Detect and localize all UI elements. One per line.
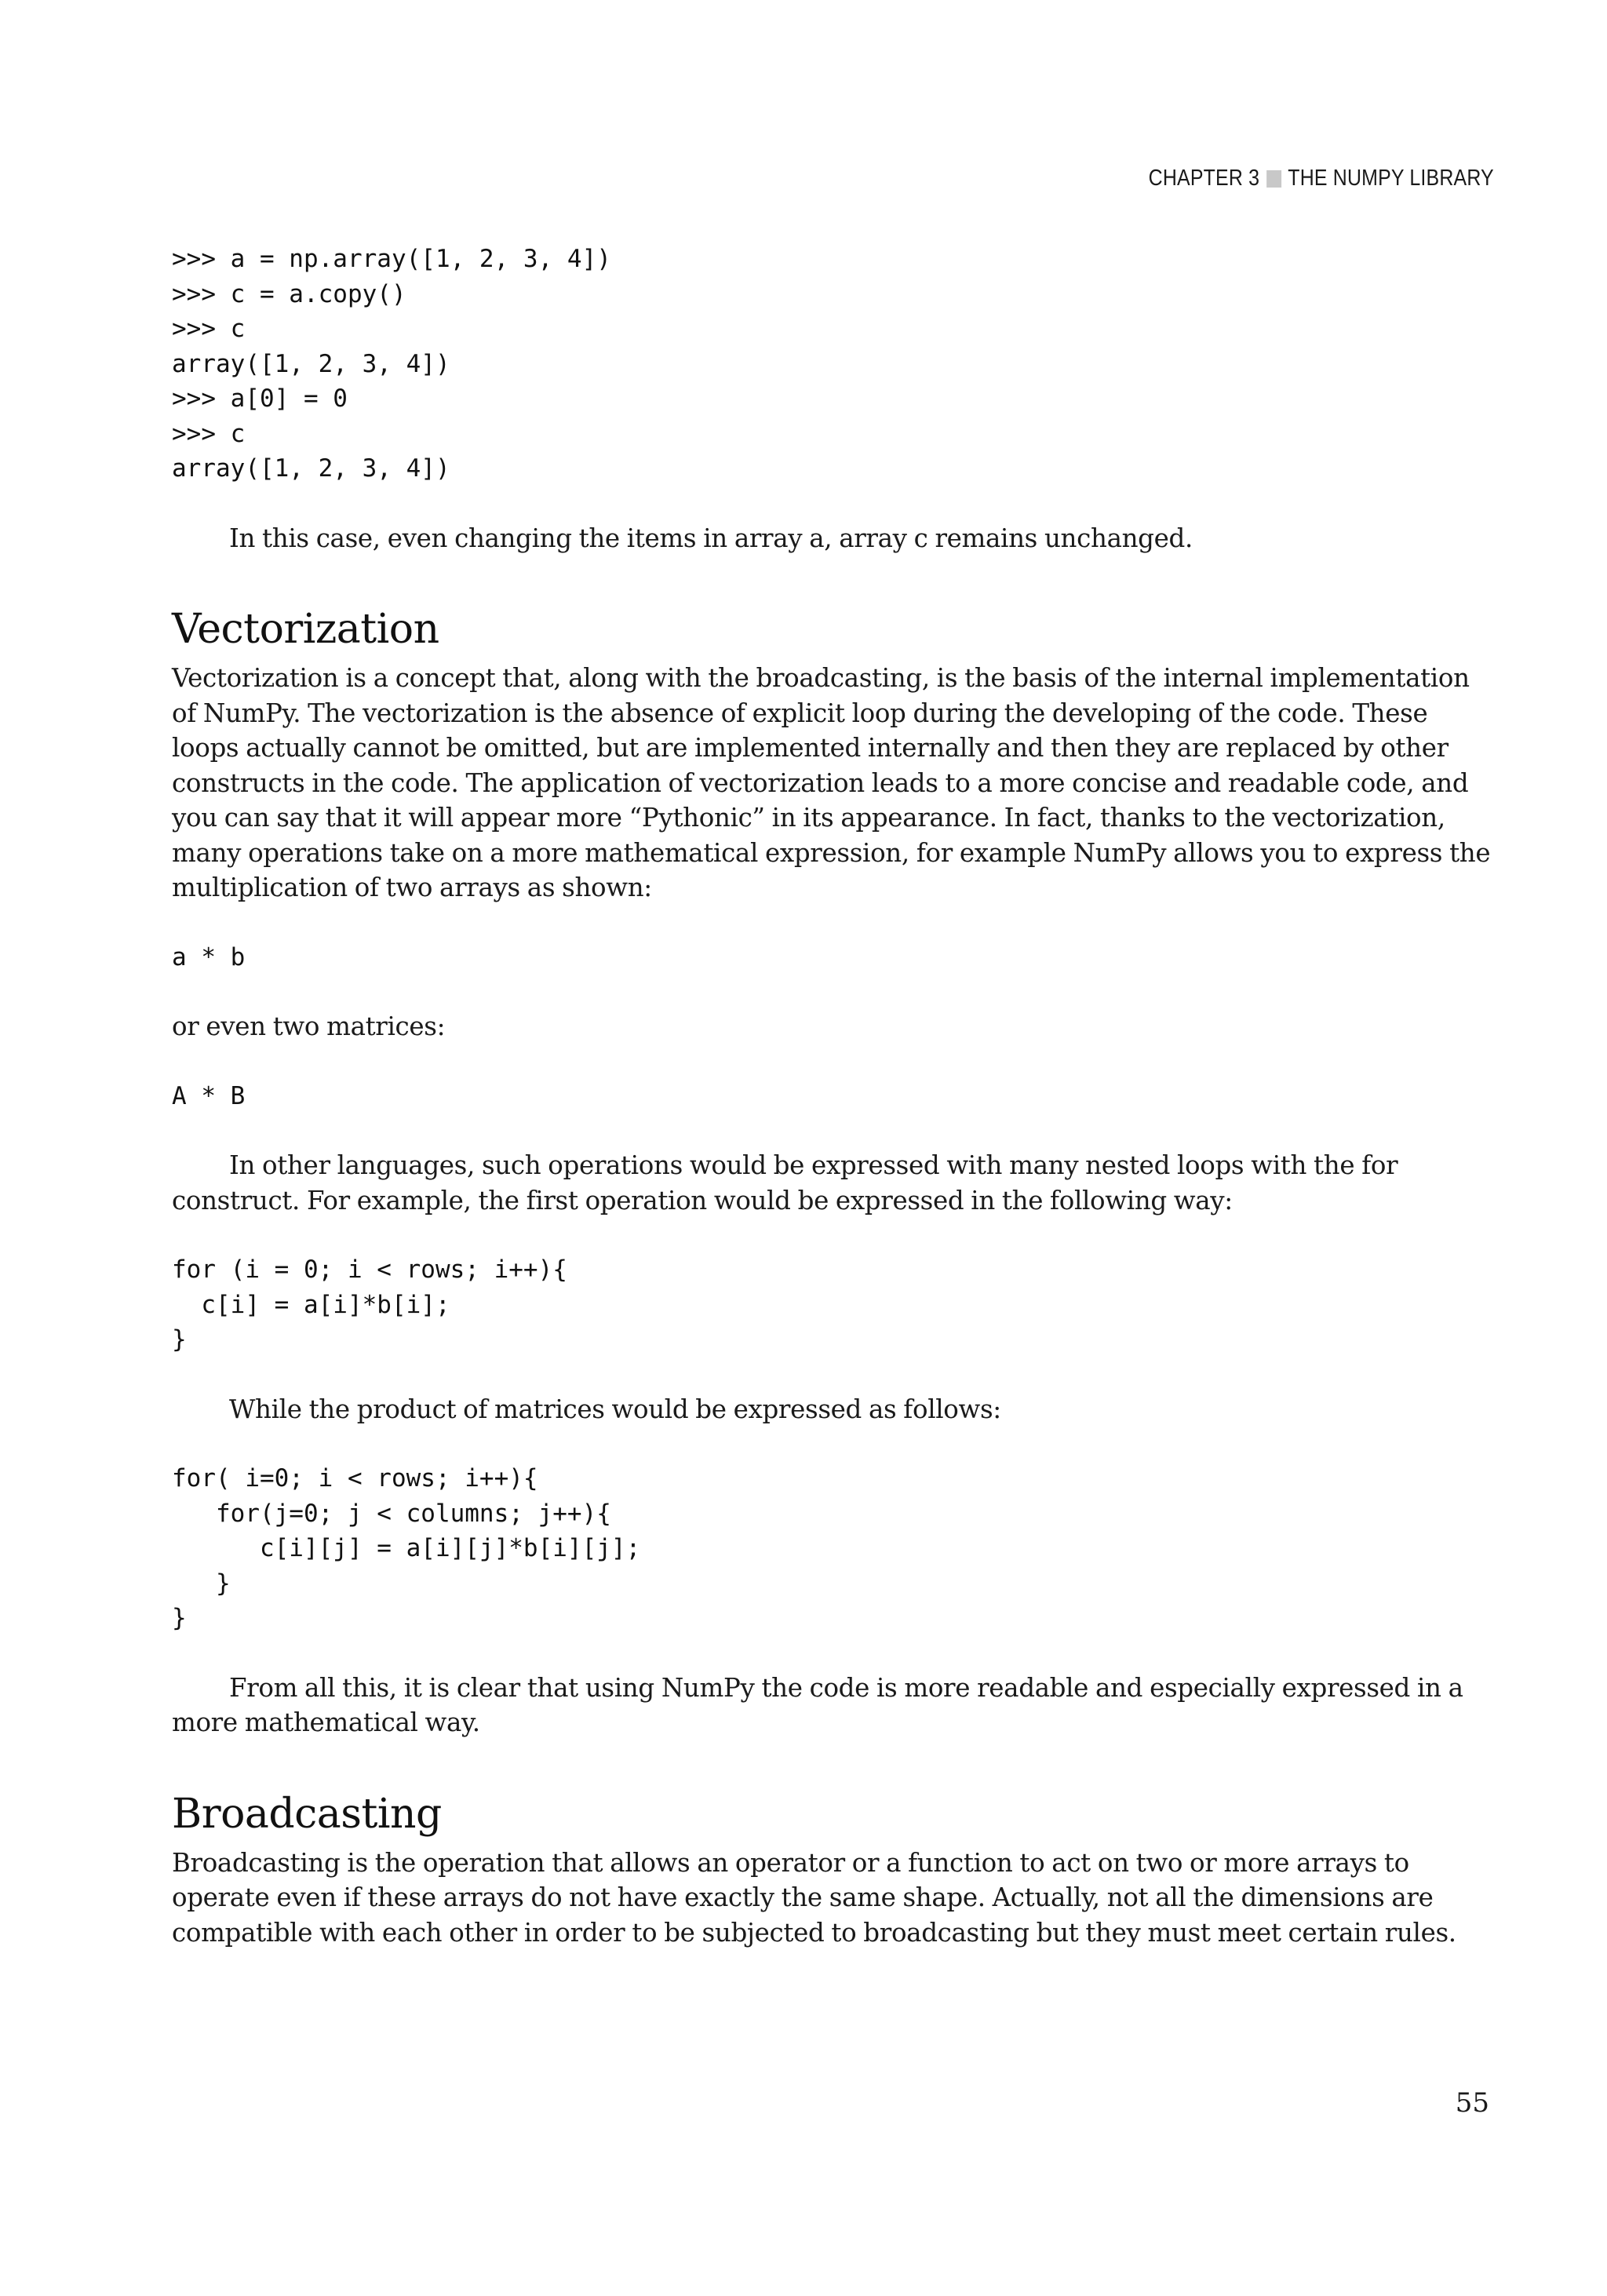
code-line: } [172, 1569, 231, 1598]
code-line: >>> a = np.array([1, 2, 3, 4]) [172, 245, 611, 273]
chapter-title: THE NUMPY LIBRARY [1288, 166, 1494, 191]
section-title-vectorization: Vectorization [172, 606, 439, 653]
paragraph-broadcasting-intro: Broadcasting is the operation that allows an operator or a function to act on two or more arrays to operate even if these arrays do not have exactly the same shape. Actually, not all the dimensions are compatible with each other in order to be subjected to broadcasting but they must meet certain rules. [172, 1847, 1456, 1948]
paragraph-matrix-product: While the product of matrices would be expressed as follows: [229, 1394, 1001, 1424]
code-block-copy [172, 242, 1494, 487]
code-line: c[i] = a[i]*b[i]; [172, 1290, 450, 1319]
code-a-times-b: a * b [172, 942, 246, 971]
code-block-loop-matrix [172, 1461, 1494, 1636]
code-block-loop-vector [172, 1252, 1494, 1358]
paragraph-other-languages: In other languages, such operations would be expressed with many nested loops with the for construct. For example, the first operation would be expressed in the following way: [172, 1150, 1398, 1215]
code-line: array([1, 2, 3, 4]) [172, 454, 450, 483]
code-line: } [172, 1604, 187, 1632]
running-header [1149, 166, 1494, 191]
code-line: >>> c = a.copy() [172, 279, 406, 308]
page-content [172, 242, 1494, 1950]
code-line: >>> c [172, 315, 246, 343]
code-line: >>> a[0] = 0 [172, 384, 348, 413]
code-line: >>> c [172, 419, 246, 448]
code-line: for (i = 0; i < rows; i++){ [172, 1256, 567, 1284]
section-title-broadcasting: Broadcasting [172, 1790, 442, 1838]
code-line: array([1, 2, 3, 4]) [172, 349, 450, 378]
header-separator-square [1266, 170, 1281, 188]
code-line: for(j=0; j < columns; j++){ [172, 1499, 611, 1528]
page-number: 55 [1455, 2087, 1489, 2119]
paragraph-two-matrices: or even two matrices: [172, 1011, 446, 1041]
code-line: c[i][j] = a[i][j]*b[i][j]; [172, 1534, 641, 1562]
paragraph-conclusion: From all this, it is clear that using NumPy the code is more readable and especially expressed in a more mathematical way. [172, 1672, 1463, 1737]
paragraph-vectorization-intro: Vectorization is a concept that, along with the broadcasting, is the basis of the internal implementation of NumPy. The vectorization is the absence of explicit loop during the developing of the code. These loops actually cannot be omitted, but are implemented internally and then they are replaced by other constructs in the code. The application of vectorization leads to a more concise and readable code, and you can say that it will appear more “Pythonic” in its appearance. In fact, thanks to the vectorization, many operations take on a more mathematical expression, for example NumPy allows you to express the multiplication of two arrays as shown: [172, 663, 1491, 902]
code-line: } [172, 1325, 187, 1354]
chapter-label: CHAPTER 3 [1148, 166, 1260, 191]
code-line: for( i=0; i < rows; i++){ [172, 1464, 538, 1492]
paragraph-copy-note: In this case, even changing the items in array a, array c remains unchanged. [229, 523, 1193, 553]
code-A-times-B: A * B [172, 1081, 246, 1110]
